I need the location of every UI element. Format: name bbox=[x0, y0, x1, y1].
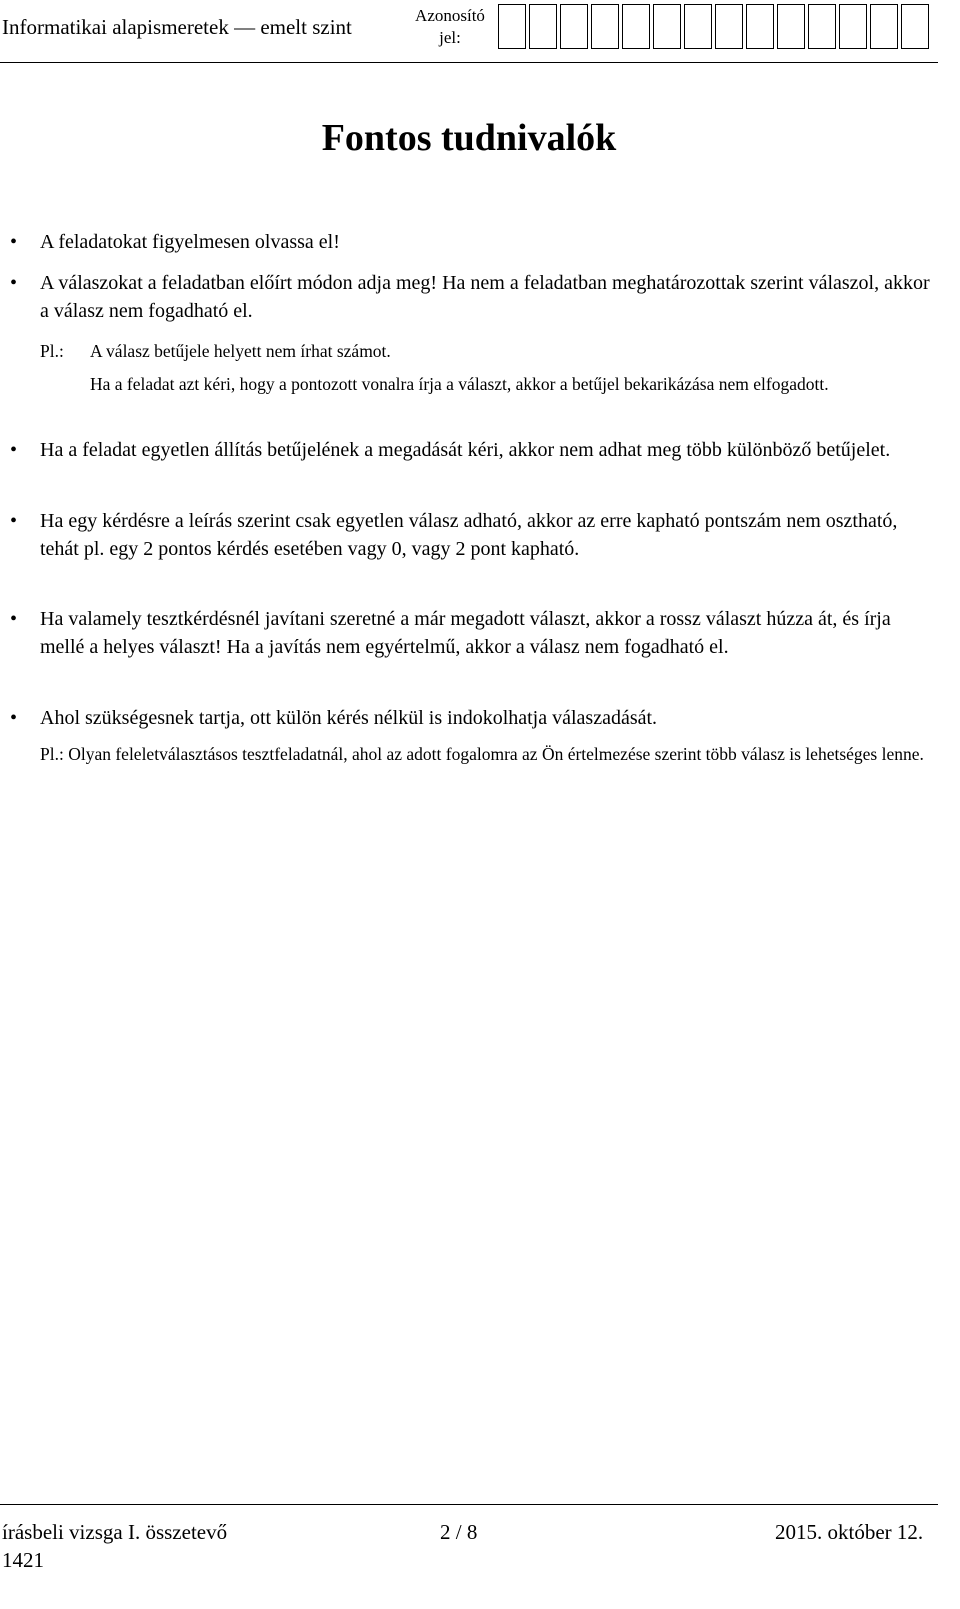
note-line: A válasz betűjele helyett nem írhat számot. bbox=[90, 341, 391, 361]
id-box[interactable] bbox=[498, 4, 526, 49]
id-box[interactable] bbox=[870, 4, 898, 49]
footer-exam-label: írásbeli vizsga I. összetevő bbox=[2, 1520, 228, 1544]
id-label: Azonosító jel: bbox=[415, 6, 485, 47]
bullet-icon: • bbox=[10, 231, 18, 253]
id-box[interactable] bbox=[622, 4, 650, 49]
header-rule bbox=[0, 62, 938, 63]
note-line: Pl.: Olyan feleletválasztásos tesztfeladatnál, ahol az adott fogalomra az Ön értelmezése szerint több válasz is lehetséges lenne. bbox=[40, 744, 924, 764]
bullet-icon: • bbox=[10, 272, 18, 294]
footer-exam-code: 1421 bbox=[2, 1548, 44, 1572]
note-line: Ha a feladat azt kéri, hogy a pontozott vonalra írja a választ, akkor a betűjel bekarikázása nem elfogadott. bbox=[90, 374, 829, 394]
id-box[interactable] bbox=[529, 4, 557, 49]
id-box[interactable] bbox=[715, 4, 743, 49]
id-box[interactable] bbox=[777, 4, 805, 49]
bullet-icon: • bbox=[10, 510, 18, 532]
id-box[interactable] bbox=[808, 4, 836, 49]
id-box[interactable] bbox=[684, 4, 712, 49]
bullet-icon: • bbox=[10, 608, 18, 630]
footer-rule bbox=[0, 1504, 938, 1505]
list-item: • A feladatokat figyelmesen olvassa el! bbox=[40, 228, 940, 256]
list-item: • A válaszokat a feladatban előírt módon adja meg! Ha nem a feladatban meghatározottak szerint válaszol, akkor a válasz nem fogadható el. bbox=[40, 269, 940, 325]
footer-date: 2015. október 12. bbox=[775, 1520, 924, 1544]
list-item: • Ahol szükségesnek tartja, ott külön kérés nélkül is indokolhatja válaszadását. bbox=[40, 704, 940, 732]
id-box[interactable] bbox=[839, 4, 867, 49]
bullet-icon: • bbox=[10, 707, 18, 729]
note-prefix: Pl.: bbox=[40, 341, 64, 361]
page-title: Fontos tudnivalók bbox=[321, 117, 617, 159]
id-box[interactable] bbox=[653, 4, 681, 49]
list-item: • Ha a feladat egyetlen állítás betűjelének a megadását kéri, akkor nem adhat meg több különböző betűjelet. bbox=[40, 436, 940, 464]
header-title: Informatikai alapismeretek — emelt szint bbox=[2, 15, 352, 39]
list-item: • Ha valamely tesztkérdésnél javítani szeretné a már megadott választ, akkor a rossz választ húzza át, és írja mellé a helyes választ! Ha a javítás nem egyértelmű, akkor a válasz nem fogadható el. bbox=[40, 605, 940, 661]
page-header bbox=[0, 0, 960, 64]
page-number: 2 / 8 bbox=[440, 1520, 478, 1544]
bullet-icon: • bbox=[10, 439, 18, 461]
id-box[interactable] bbox=[746, 4, 774, 49]
id-boxes bbox=[498, 4, 932, 49]
list-item: • Ha egy kérdésre a leírás szerint csak egyetlen válasz adható, akkor az erre kapható pontszám nem osztható, tehát pl. egy 2 pontos kérdés esetében vagy 0, vagy 2 pont kapható. bbox=[40, 507, 940, 563]
id-box[interactable] bbox=[901, 4, 929, 49]
id-box[interactable] bbox=[591, 4, 619, 49]
id-box[interactable] bbox=[560, 4, 588, 49]
